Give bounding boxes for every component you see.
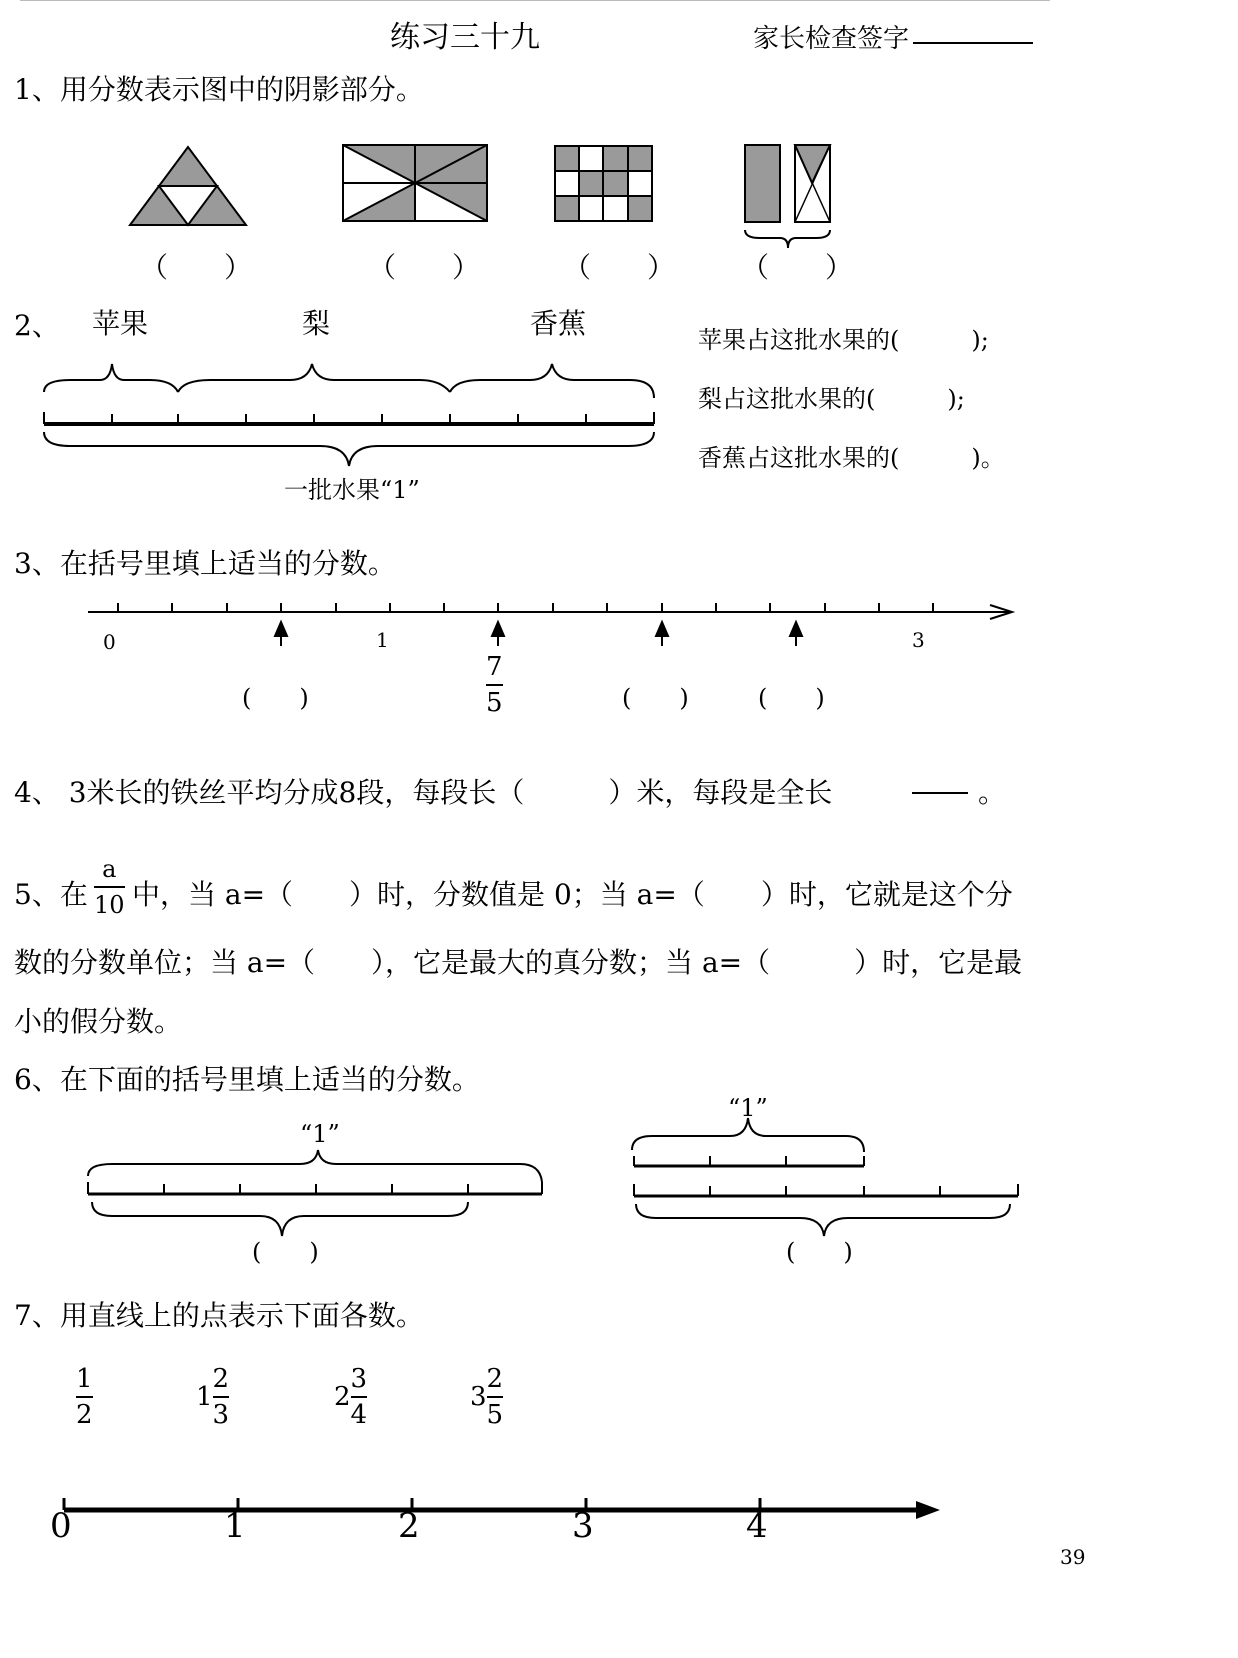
fruit-banana: 香蕉 — [530, 307, 587, 340]
fruit-pear: 梨 — [302, 307, 331, 340]
q6-left-answer[interactable]: ( ) — [252, 1238, 319, 1266]
q1-answer-1[interactable]: （ ） — [140, 251, 253, 284]
whole-fruit-label: 一批水果“1” — [284, 476, 420, 504]
denominator: 4 — [350, 1400, 368, 1430]
numerator: 2 — [212, 1364, 230, 1394]
whole-part: 1 — [196, 1382, 213, 1412]
q6-left-one-label: “1” — [300, 1120, 340, 1148]
whole-part: 3 — [470, 1382, 487, 1412]
q7-prompt: 7、用直线上的点表示下面各数。 — [14, 1299, 424, 1332]
q3-answer-3[interactable]: ( ) — [622, 684, 689, 712]
axis-label-3: 3 — [572, 1506, 594, 1546]
q6-right-one-label: “1” — [728, 1094, 768, 1122]
pear-fraction-answer[interactable]: 梨占这批水果的( ); — [698, 385, 965, 413]
q6-right-answer[interactable]: ( ) — [786, 1238, 853, 1266]
q1-answer-2[interactable]: （ ） — [368, 251, 481, 284]
q4-text: 4、 3米长的铁丝平均分成8段，每段长（ ）米，每段是全长 — [14, 776, 833, 809]
denominator: 5 — [486, 688, 503, 718]
numerator: 7 — [486, 652, 503, 682]
q4-end: 。 — [978, 776, 1007, 809]
whole-part: 2 — [334, 1382, 351, 1412]
q3-answer-4[interactable]: ( ) — [758, 684, 825, 712]
q3-tick-1: 1 — [376, 628, 389, 652]
denominator: 2 — [76, 1400, 93, 1430]
q3-prompt: 3、在括号里填上适当的分数。 — [14, 547, 396, 580]
numerator: 2 — [486, 1364, 504, 1394]
axis-label-1: 1 — [224, 1506, 246, 1546]
q2-label: 2、 — [14, 309, 60, 342]
page-number: 39 — [1060, 1545, 1086, 1569]
q1-prompt: 1、用分数表示图中的阴影部分。 — [14, 73, 424, 106]
q3-tick-3: 3 — [912, 628, 925, 652]
q3-answer-1[interactable]: ( ) — [242, 684, 309, 712]
q5-line3: 小的假分数。 — [14, 1005, 183, 1038]
numerator: a — [102, 855, 117, 883]
denominator: 10 — [94, 891, 125, 919]
page-title: 练习三十九 — [390, 20, 540, 55]
q3-tick-0: 0 — [103, 630, 116, 654]
banana-fraction-answer[interactable]: 香蕉占这批水果的( )。 — [698, 444, 1005, 472]
q6-prompt: 6、在下面的括号里填上适当的分数。 — [14, 1063, 480, 1096]
denominator: 5 — [486, 1400, 504, 1430]
parent-signature-label: 家长检查签字 — [753, 24, 910, 54]
q5-prefix: 5、在 — [14, 878, 88, 911]
fruit-apple: 苹果 — [92, 307, 149, 340]
q1-answer-4[interactable]: （ ） — [741, 251, 854, 284]
axis-label-0: 0 — [50, 1506, 72, 1546]
q5-line1: 中，当 a=（ ）时，分数值是 0；当 a=（ ）时，它就是这个分 — [132, 878, 1013, 911]
numerator: 1 — [76, 1364, 93, 1394]
q5-line2: 数的分数单位；当 a=（ ），它是最大的真分数；当 a=（ ）时，它是最 — [14, 946, 1023, 979]
numerator: 3 — [350, 1364, 368, 1394]
axis-label-2: 2 — [398, 1506, 420, 1546]
axis-label-4: 4 — [746, 1506, 768, 1546]
denominator: 3 — [212, 1400, 230, 1430]
apple-fraction-answer[interactable]: 苹果占这批水果的( ); — [698, 326, 989, 354]
q1-answer-3[interactable]: （ ） — [563, 251, 676, 284]
